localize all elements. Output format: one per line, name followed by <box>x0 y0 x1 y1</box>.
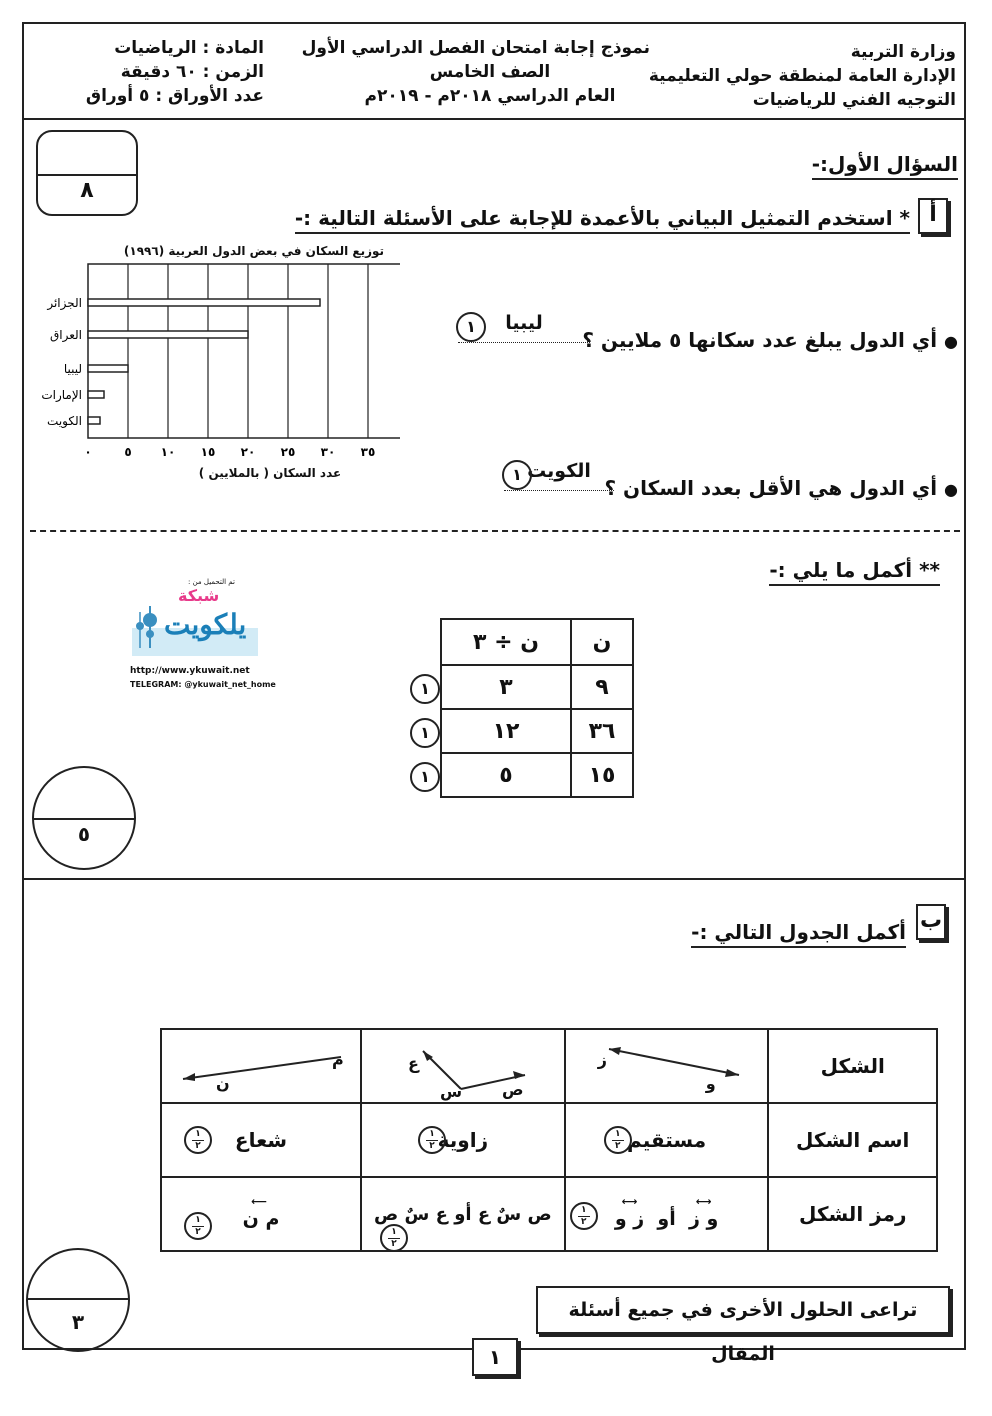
chart-bar <box>88 365 128 372</box>
watermark-brand: يلكويت <box>164 608 247 641</box>
ray-label-n: ن <box>216 1074 230 1093</box>
chart-category-label: الجزائر <box>47 296 82 310</box>
watermark-telegram: TELEGRAM: @ykuwait_net_home <box>130 680 276 689</box>
grade-label: الصف الخامس <box>429 62 551 82</box>
ray-label-m: م <box>332 1050 344 1069</box>
line-label-z: ز <box>597 1050 607 1069</box>
table-cell-n: ١٥ <box>571 753 633 797</box>
row-1-mark: ١ <box>410 674 440 704</box>
chart-bar <box>88 299 320 306</box>
chart-tick-label: ٢٠ <box>240 445 256 459</box>
symbol-cell-line <box>565 1177 769 1251</box>
shape-line-cell <box>565 1029 769 1103</box>
header-divider <box>22 118 966 120</box>
chart-tick-label: ٢٥ <box>280 445 296 459</box>
angle-label-a: ع <box>408 1054 419 1073</box>
name-cell-ray <box>161 1103 361 1177</box>
col-n-header: ن <box>571 619 633 665</box>
angle-label-c: ص <box>502 1080 524 1099</box>
col-div-header: ن ÷ ٣ <box>441 619 571 665</box>
row-label-shape: الشكل <box>768 1029 937 1103</box>
name-ray: شعاع <box>234 1128 288 1152</box>
symbol-line-a: ⟷ و ز <box>688 1195 719 1230</box>
answer-1: ليبيا <box>505 312 543 334</box>
population-bar-chart <box>20 262 400 492</box>
chart-category-label: ليبيا <box>63 362 82 376</box>
answer-1-mark: ١ <box>456 312 486 342</box>
row-label-name: اسم الشكل <box>768 1103 937 1177</box>
chart-tick-label: ٠ <box>84 445 92 459</box>
section-divider-dashed <box>30 530 960 532</box>
q1-title: السؤال الأول:- <box>812 150 958 180</box>
part-b-score: ٣ <box>71 1310 85 1334</box>
complete-score: ٥ <box>77 822 91 846</box>
note-text: تراعى الحلول الأخرى في جميع أسئلة المقال <box>568 1299 918 1365</box>
angle-label-s: س <box>440 1082 463 1101</box>
chart-bar <box>88 417 100 424</box>
header-left <box>74 36 264 108</box>
part-a-label: أ <box>918 198 948 234</box>
name-angle: زاوية <box>437 1128 489 1152</box>
row-3-mark: ١ <box>410 762 440 792</box>
ministry-name: وزارة التربية <box>850 42 956 62</box>
school-year: العام الدراسي ٢٠١٨م - ٢٠١٩م <box>364 86 616 106</box>
division-table <box>440 618 634 798</box>
ray-shape-icon <box>163 1031 359 1101</box>
chart-category-label: العراق <box>49 328 82 342</box>
directorate-name: الإدارة العامة لمنطقة حولي التعليمية <box>648 66 956 86</box>
part-b-title: أكمل الجدول التالي :- <box>691 918 906 948</box>
page-number: ١ <box>472 1338 518 1376</box>
row-2-mark: ١ <box>410 718 440 748</box>
header-right <box>649 40 956 112</box>
header-center <box>301 36 650 108</box>
half-mark-icon: ١ ٢ <box>418 1126 446 1154</box>
symbol-cell-ray <box>161 1177 361 1251</box>
name-line: مستقيم <box>627 1128 707 1152</box>
chart-tick-label: ١٠ <box>160 445 176 459</box>
department-name: التوجيه الفني للرياضيات <box>752 90 956 110</box>
answer-2-mark: ١ <box>502 460 532 490</box>
symbol-angle-b: ع سٌ ص <box>374 1203 448 1225</box>
chart-tick-label: ١٥ <box>200 445 216 459</box>
symbol-angle-a: ص سٌ ع <box>477 1203 552 1225</box>
pages-label: عدد الأوراق : ٥ أوراق <box>85 86 264 106</box>
half-mark-icon: ١ ٢ <box>184 1126 212 1154</box>
watermark-logo <box>128 578 276 698</box>
table-cell-n: ٣٦ <box>571 709 633 753</box>
table-cell-answer: ٥ <box>441 753 571 797</box>
chart-tick-label: ٣٥ <box>360 445 376 459</box>
chart-tick-label: ٣٠ <box>320 445 336 459</box>
watermark-brand-top: شبكة <box>178 586 220 605</box>
shapes-table <box>160 1028 938 1252</box>
watermark-url: http://www.ykuwait.net <box>130 666 250 676</box>
time-label: الزمن : ٦٠ دقيقة <box>120 62 264 82</box>
question-2-text: أي الدول هي الأقل بعدد السكان ؟ <box>604 476 938 500</box>
shape-ray-cell <box>161 1029 361 1103</box>
chart-category-label: الكويت <box>47 414 82 428</box>
table-cell-answer: ١٢ <box>441 709 571 753</box>
symbol-ray: ⟵ م ن <box>242 1195 280 1230</box>
angle-shape-icon <box>365 1031 561 1101</box>
shape-angle-cell <box>361 1029 565 1103</box>
half-mark-icon: ١ ٢ <box>184 1212 212 1240</box>
symbol-cell-angle <box>361 1177 565 1251</box>
table-cell-n: ٩ <box>571 665 633 709</box>
half-mark-icon: ١ ٢ <box>604 1126 632 1154</box>
symbol-or: أو <box>657 1208 676 1230</box>
chart-title: توزيع السكان في بعض الدول العربية (١٩٩٦) <box>123 244 385 258</box>
chart-category-label: الإمارات <box>41 388 82 402</box>
question-1: ● أي الدول يبلغ عدد سكانها ٥ ملايين ؟ <box>582 328 958 352</box>
complete-score-circle <box>32 766 136 870</box>
answer-2: الكويت <box>527 460 591 482</box>
chart-x-label: عدد السكان ( بالملايين ) <box>198 466 342 480</box>
part-b-score-circle <box>26 1248 130 1352</box>
half-mark-icon: ١ ٢ <box>380 1224 408 1252</box>
name-cell-angle <box>361 1103 565 1177</box>
half-mark-icon: ١ ٢ <box>570 1202 598 1230</box>
q1-total-score: ٨ <box>80 178 94 203</box>
chart-bar <box>88 391 104 398</box>
chart-bar <box>88 331 248 338</box>
note-box <box>536 1286 950 1365</box>
row-label-symbol: رمز الشكل <box>768 1177 937 1251</box>
part-b-label: ب <box>916 904 946 940</box>
section-divider <box>22 878 966 880</box>
name-cell-line <box>565 1103 769 1177</box>
watermark-small: تم التحميل من : <box>188 578 235 586</box>
chart-tick-label: ٥ <box>124 445 132 459</box>
line-label-w: و <box>705 1074 716 1093</box>
complete-title: ** أكمل ما يلي :- <box>769 556 940 586</box>
question-1-text: أي الدول يبلغ عدد سكانها ٥ ملايين ؟ <box>582 328 938 352</box>
exam-title: نموذج إجابة امتحان الفصل الدراسي الأول <box>301 38 650 58</box>
part-a-instruction: * استخدم التمثيل البياني بالأعمدة للإجابة على الأسئلة التالية :- <box>295 204 910 234</box>
symbol-angle-or: أو <box>454 1203 472 1225</box>
symbol-line-b: ⟷ ز و <box>614 1195 645 1230</box>
table-cell-answer: ٣ <box>441 665 571 709</box>
q1-score-box <box>36 130 138 216</box>
chart-frame <box>88 264 400 438</box>
question-2: ● أي الدول هي الأقل بعدد السكان ؟ <box>604 476 958 500</box>
subject-label: المادة : الرياضيات <box>114 38 264 58</box>
